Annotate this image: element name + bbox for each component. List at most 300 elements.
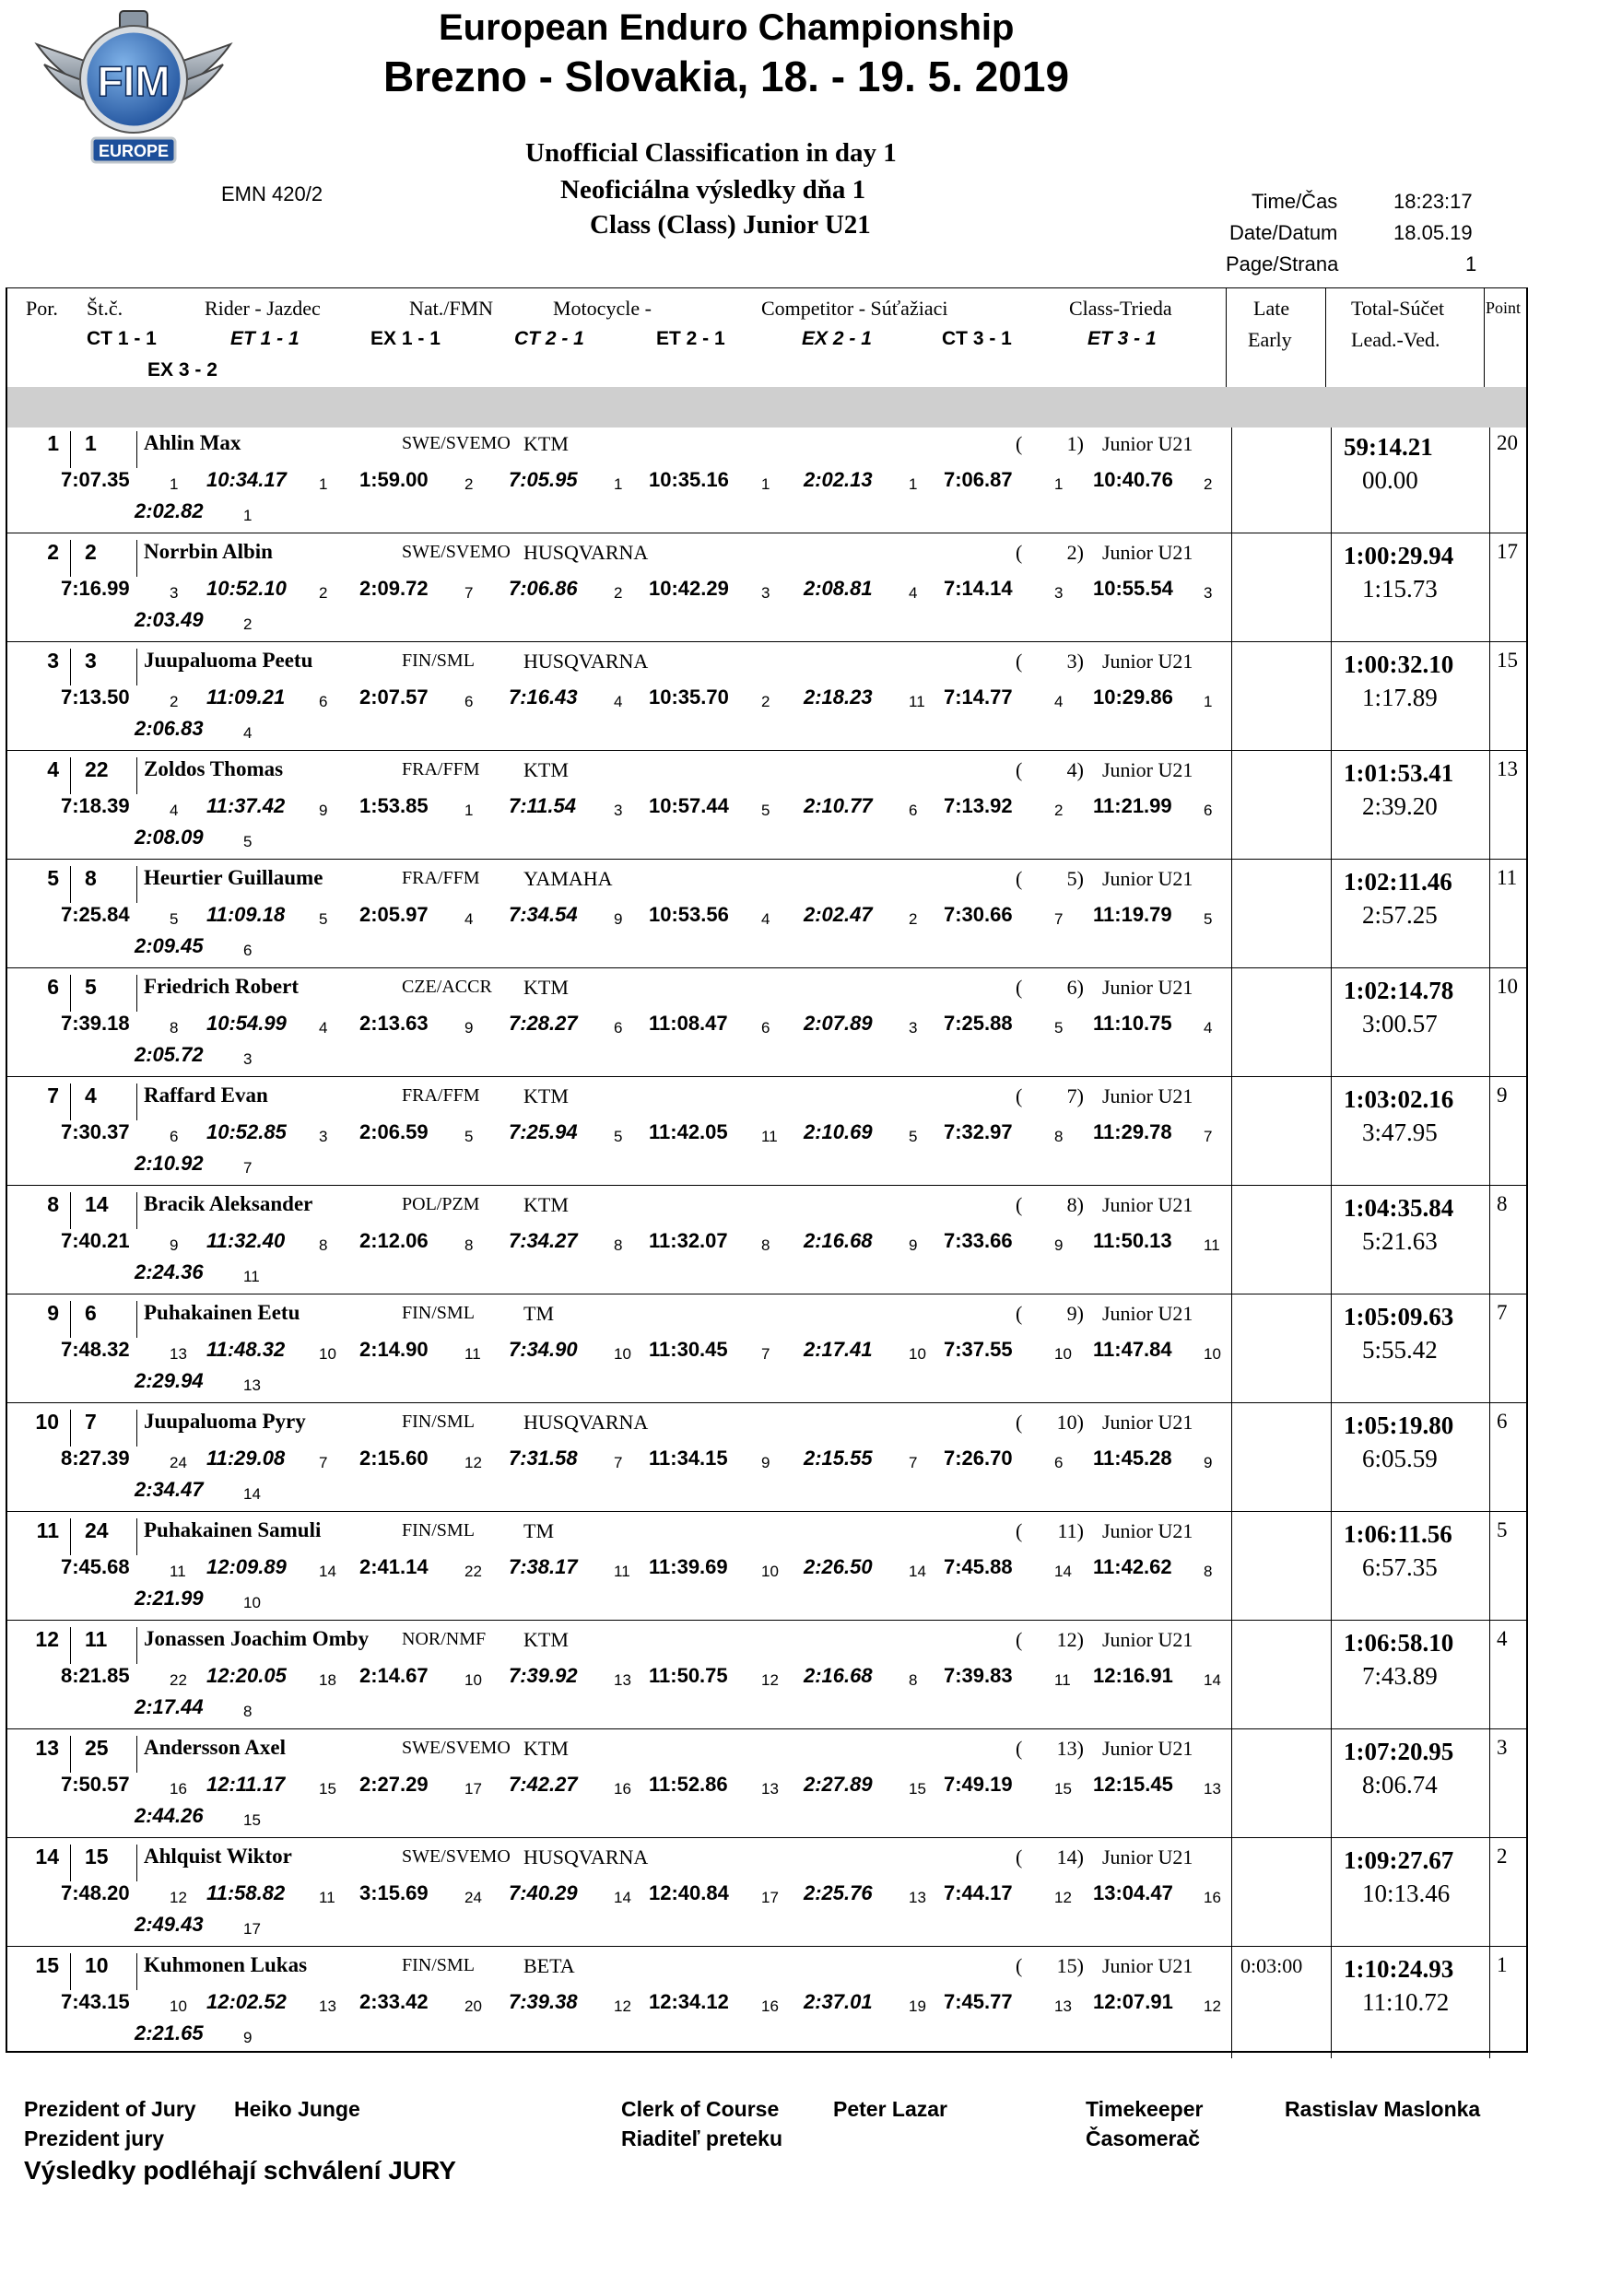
competitor-cell: 5) bbox=[1066, 867, 1084, 890]
rider-name-cell: Juupaluoma Peetu bbox=[144, 649, 313, 672]
table-row bbox=[6, 428, 1528, 536]
stage-rank-cell: 6 bbox=[614, 1019, 623, 1037]
col-ex11: EX 1 - 1 bbox=[370, 328, 441, 349]
competitor-paren: ( bbox=[1016, 976, 1023, 999]
total-time-cell: 1:07:20.95 bbox=[1344, 1738, 1454, 1765]
competitor-cell: 11) bbox=[1057, 1519, 1084, 1542]
motorcycle-cell: TM bbox=[523, 1519, 554, 1542]
competitor-paren: ( bbox=[1016, 1302, 1023, 1325]
stage-time-cell: 2:37.01 bbox=[804, 1990, 873, 2013]
stage-time-cell: 7:48.20 bbox=[61, 1881, 130, 1904]
stage-rank-cell: 9 bbox=[1204, 1454, 1213, 1471]
stage-time-cell: 10:55.54 bbox=[1093, 577, 1173, 600]
stage-rank-cell: 2 bbox=[464, 475, 474, 493]
stage-rank-cell: 15 bbox=[243, 1811, 261, 1829]
stage-rank-cell: 1 bbox=[1204, 693, 1213, 710]
stage-time-cell: 7:42.27 bbox=[509, 1773, 578, 1796]
class-cell: Junior U21 bbox=[1102, 1737, 1193, 1760]
competitor-paren: ( bbox=[1016, 432, 1023, 455]
stage-time-cell: 2:21.99 bbox=[135, 1587, 204, 1610]
total-time-cell: 1:06:58.10 bbox=[1344, 1629, 1454, 1657]
stage-time-cell: 2:02.82 bbox=[135, 499, 204, 522]
row-separator bbox=[6, 1076, 1528, 1077]
stage-rank-cell: 10 bbox=[614, 1345, 631, 1363]
cell-divider bbox=[136, 1410, 137, 1447]
competitor-cell: 7) bbox=[1066, 1084, 1084, 1107]
president-label: Prezident of Jury bbox=[24, 2097, 196, 2121]
stage-rank-cell: 13 bbox=[761, 1780, 779, 1798]
rider-name-cell: Puhakainen Eetu bbox=[144, 1301, 300, 1324]
cell-divider bbox=[1489, 971, 1490, 1080]
stage-time-cell: 7:07.35 bbox=[61, 468, 130, 491]
cell-divider bbox=[136, 1627, 137, 1664]
stage-time-cell: 11:29.08 bbox=[206, 1447, 286, 1470]
table-row bbox=[6, 754, 1528, 862]
stage-time-cell: 2:03.49 bbox=[135, 608, 204, 631]
points-cell: 20 bbox=[1497, 431, 1518, 454]
stage-rank-cell: 5 bbox=[761, 802, 770, 819]
nationality-cell: SWE/SVEMO bbox=[402, 433, 511, 453]
cell-divider bbox=[136, 431, 137, 468]
points-cell: 9 bbox=[1497, 1084, 1508, 1107]
stage-rank-cell: 17 bbox=[464, 1780, 482, 1798]
stage-time-cell: 2:44.26 bbox=[135, 1804, 204, 1827]
lead-gap-cell: 11:10.72 bbox=[1362, 1988, 1450, 2016]
stage-time-cell: 11:19.79 bbox=[1093, 903, 1172, 926]
competitor-cell: 13) bbox=[1056, 1737, 1084, 1760]
stage-time-cell: 12:40.84 bbox=[649, 1881, 729, 1904]
rider-name-cell: Juupaluoma Pyry bbox=[144, 1410, 306, 1433]
stage-rank-cell: 5 bbox=[170, 910, 179, 928]
stage-time-cell: 8:21.85 bbox=[61, 1664, 130, 1687]
stage-rank-cell: 18 bbox=[319, 1671, 336, 1689]
stage-rank-cell: 13 bbox=[319, 1997, 336, 2015]
stage-time-cell: 11:48.32 bbox=[206, 1338, 286, 1361]
stage-rank-cell: 7 bbox=[1204, 1128, 1213, 1145]
cell-divider bbox=[1231, 1515, 1232, 1623]
cell-divider bbox=[136, 1192, 137, 1229]
cell-divider bbox=[70, 757, 71, 794]
stage-time-cell: 2:07.57 bbox=[359, 685, 429, 709]
class-cell: Junior U21 bbox=[1102, 1193, 1193, 1216]
start-number-cell: 6 bbox=[85, 1301, 97, 1325]
points-cell: 3 bbox=[1497, 1736, 1508, 1759]
class-cell: Junior U21 bbox=[1102, 1411, 1193, 1434]
stage-time-cell: 7:48.32 bbox=[61, 1338, 130, 1361]
stage-time-cell: 2:07.89 bbox=[804, 1012, 873, 1035]
stage-time-cell: 10:35.70 bbox=[649, 685, 729, 709]
stage-rank-cell: 4 bbox=[464, 910, 474, 928]
cell-divider bbox=[136, 866, 137, 903]
cell-divider bbox=[136, 1518, 137, 1555]
stage-rank-cell: 12 bbox=[170, 1889, 187, 1906]
late-early-cell: 0:03:00 bbox=[1240, 1954, 1303, 1977]
stage-time-cell: 7:45.88 bbox=[944, 1555, 1013, 1578]
date-label: Date/Datum bbox=[1229, 221, 1338, 244]
stage-rank-cell: 24 bbox=[464, 1889, 482, 1906]
position-cell: 4 bbox=[47, 757, 59, 781]
stage-rank-cell: 2 bbox=[243, 615, 253, 633]
stage-rank-cell: 3 bbox=[761, 584, 770, 602]
stage-time-cell: 2:14.90 bbox=[359, 1338, 429, 1361]
points-cell: 13 bbox=[1497, 757, 1518, 780]
total-time-cell: 1:09:27.67 bbox=[1344, 1846, 1454, 1874]
stage-time-cell: 2:27.29 bbox=[359, 1773, 429, 1796]
row-separator bbox=[6, 1511, 1528, 1512]
points-cell: 15 bbox=[1497, 649, 1518, 672]
competitor-cell: 4) bbox=[1066, 758, 1084, 781]
stage-rank-cell: 6 bbox=[761, 1019, 770, 1037]
cell-divider bbox=[70, 1845, 71, 1881]
stage-rank-cell: 3 bbox=[170, 584, 179, 602]
stage-time-cell: 2:17.41 bbox=[804, 1338, 873, 1361]
class-cell: Junior U21 bbox=[1102, 1628, 1193, 1651]
position-cell: 13 bbox=[35, 1736, 59, 1760]
points-cell: 10 bbox=[1497, 975, 1518, 998]
class-cell: Junior U21 bbox=[1102, 867, 1193, 890]
class-cell: Junior U21 bbox=[1102, 1084, 1193, 1107]
stage-rank-cell: 6 bbox=[243, 942, 253, 959]
logo-europe-text: EUROPE bbox=[98, 142, 170, 160]
stage-rank-cell: 13 bbox=[614, 1671, 631, 1689]
stage-time-cell: 7:06.87 bbox=[944, 468, 1013, 491]
col-por: Por. bbox=[26, 297, 58, 320]
lead-gap-cell: 1:15.73 bbox=[1362, 575, 1438, 603]
table-row bbox=[6, 1297, 1528, 1406]
total-time-cell: 1:06:11.56 bbox=[1344, 1520, 1452, 1548]
competitor-paren: ( bbox=[1016, 1411, 1023, 1434]
stage-time-cell: 2:29.94 bbox=[135, 1369, 204, 1392]
stage-time-cell: 10:35.16 bbox=[649, 468, 729, 491]
total-time-cell: 1:04:35.84 bbox=[1344, 1194, 1454, 1222]
stage-rank-cell: 9 bbox=[170, 1236, 179, 1254]
stage-time-cell: 2:24.36 bbox=[135, 1260, 204, 1283]
cell-divider bbox=[70, 1192, 71, 1229]
col-ct21: CT 2 - 1 bbox=[514, 328, 584, 349]
stage-rank-cell: 3 bbox=[1054, 584, 1064, 602]
position-cell: 11 bbox=[36, 1518, 59, 1542]
stage-rank-cell: 9 bbox=[909, 1236, 918, 1254]
stage-rank-cell: 6 bbox=[909, 802, 918, 819]
stage-time-cell: 10:40.76 bbox=[1093, 468, 1173, 491]
row-separator bbox=[6, 967, 1528, 968]
stage-rank-cell: 3 bbox=[319, 1128, 328, 1145]
stage-rank-cell: 4 bbox=[1054, 693, 1064, 710]
stage-time-cell: 2:09.45 bbox=[135, 934, 204, 957]
points-cell: 8 bbox=[1497, 1192, 1508, 1215]
competitor-paren: ( bbox=[1016, 1954, 1023, 1977]
stage-time-cell: 2:10.69 bbox=[804, 1120, 873, 1143]
stage-time-cell: 11:58.82 bbox=[206, 1881, 286, 1904]
cell-divider bbox=[1331, 645, 1332, 754]
col-motocycle: Motocycle - bbox=[553, 297, 652, 320]
stage-time-cell: 7:18.39 bbox=[61, 794, 130, 817]
cell-divider bbox=[1231, 1297, 1232, 1406]
stage-time-cell: 11:45.28 bbox=[1093, 1447, 1172, 1470]
stage-rank-cell: 13 bbox=[243, 1376, 261, 1394]
cell-divider bbox=[136, 649, 137, 685]
lead-gap-cell: 6:57.35 bbox=[1362, 1553, 1438, 1581]
stage-time-cell: 10:53.56 bbox=[649, 903, 729, 926]
competitor-cell: 1) bbox=[1066, 432, 1084, 455]
cell-divider bbox=[1489, 1841, 1490, 1950]
stage-rank-cell: 9 bbox=[1054, 1236, 1064, 1254]
stage-rank-cell: 12 bbox=[761, 1671, 779, 1689]
stage-time-cell: 7:34.27 bbox=[509, 1229, 578, 1252]
competitor-cell: 10) bbox=[1056, 1411, 1084, 1434]
cell-divider bbox=[136, 1953, 137, 1990]
motorcycle-cell: TM bbox=[523, 1302, 554, 1325]
rider-name-cell: Raffard Evan bbox=[144, 1084, 268, 1107]
table-row bbox=[6, 536, 1528, 645]
stage-time-cell: 11:34.15 bbox=[649, 1447, 728, 1470]
cell-divider bbox=[1489, 645, 1490, 754]
stage-rank-cell: 5 bbox=[464, 1128, 474, 1145]
cell-divider bbox=[1331, 1950, 1332, 2058]
approval-note: Výsledky podléhají schválení JURY bbox=[24, 2156, 456, 2185]
motorcycle-cell: KTM bbox=[523, 758, 569, 781]
lead-gap-cell: 2:57.25 bbox=[1362, 901, 1438, 929]
class-cell: Junior U21 bbox=[1102, 1954, 1193, 1977]
stage-rank-cell: 14 bbox=[1204, 1671, 1221, 1689]
table-row bbox=[6, 1623, 1528, 1732]
stage-rank-cell: 14 bbox=[1054, 1563, 1072, 1580]
stage-rank-cell: 8 bbox=[1054, 1128, 1064, 1145]
cell-divider bbox=[1489, 1189, 1490, 1297]
stage-time-cell: 2:02.13 bbox=[804, 468, 873, 491]
total-time-cell: 1:02:11.46 bbox=[1344, 868, 1452, 896]
stage-rank-cell: 13 bbox=[909, 1889, 926, 1906]
cell-divider bbox=[136, 540, 137, 577]
stage-rank-cell: 11 bbox=[243, 1268, 260, 1285]
cell-divider bbox=[70, 1627, 71, 1664]
start-number-cell: 22 bbox=[85, 757, 109, 781]
stage-time-cell: 2:14.67 bbox=[359, 1664, 429, 1687]
motorcycle-cell: YAMAHA bbox=[523, 867, 613, 890]
table-row bbox=[6, 645, 1528, 754]
stage-rank-cell: 4 bbox=[909, 584, 918, 602]
class-cell: Junior U21 bbox=[1102, 758, 1193, 781]
competitor-cell: 14) bbox=[1056, 1845, 1084, 1868]
stage-rank-cell: 12 bbox=[1054, 1889, 1072, 1906]
cell-divider bbox=[1331, 1515, 1332, 1623]
stage-time-cell: 2:10.77 bbox=[804, 794, 873, 817]
competitor-cell: 9) bbox=[1066, 1302, 1084, 1325]
total-time-cell: 1:05:09.63 bbox=[1344, 1303, 1454, 1330]
stage-time-cell: 2:49.43 bbox=[135, 1913, 204, 1936]
stage-rank-cell: 6 bbox=[1054, 1454, 1064, 1471]
stage-rank-cell: 4 bbox=[243, 724, 253, 742]
stage-rank-cell: 15 bbox=[1054, 1780, 1072, 1798]
stage-time-cell: 2:06.59 bbox=[359, 1120, 429, 1143]
stage-time-cell: 7:11.54 bbox=[509, 794, 576, 817]
stage-time-cell: 7:40.21 bbox=[61, 1229, 130, 1252]
row-separator bbox=[6, 1837, 1528, 1838]
stage-time-cell: 2:13.63 bbox=[359, 1012, 429, 1035]
stage-rank-cell: 6 bbox=[170, 1128, 179, 1145]
row-separator bbox=[6, 1620, 1528, 1621]
cell-divider bbox=[1331, 1841, 1332, 1950]
competitor-paren: ( bbox=[1016, 1084, 1023, 1107]
stage-time-cell: 2:10.92 bbox=[135, 1152, 204, 1175]
stage-time-cell: 11:10.75 bbox=[1093, 1012, 1172, 1035]
stage-rank-cell: 7 bbox=[243, 1159, 253, 1177]
table-row bbox=[6, 1841, 1528, 1950]
lead-gap-cell: 1:17.89 bbox=[1362, 684, 1438, 711]
competitor-paren: ( bbox=[1016, 1845, 1023, 1868]
cell-divider bbox=[1489, 536, 1490, 645]
motorcycle-cell: HUSQVARNA bbox=[523, 1411, 649, 1434]
stage-rank-cell: 10 bbox=[170, 1997, 187, 2015]
cell-divider bbox=[136, 975, 137, 1012]
start-number-cell: 24 bbox=[85, 1518, 109, 1542]
time-value: 18:23:17 bbox=[1393, 190, 1473, 213]
stage-time-cell: 7:16.99 bbox=[61, 577, 130, 600]
stage-rank-cell: 22 bbox=[464, 1563, 482, 1580]
nationality-cell: CZE/ACCR bbox=[402, 977, 492, 997]
stage-time-cell: 12:34.12 bbox=[649, 1990, 729, 2013]
stage-rank-cell: 4 bbox=[319, 1019, 328, 1037]
lead-gap-cell: 2:39.20 bbox=[1362, 792, 1438, 820]
cell-divider bbox=[1231, 1841, 1232, 1950]
stage-time-cell: 7:50.57 bbox=[61, 1773, 130, 1796]
cell-divider bbox=[1231, 1732, 1232, 1841]
stage-rank-cell: 9 bbox=[243, 2029, 253, 2046]
points-cell: 5 bbox=[1497, 1518, 1508, 1541]
stage-rank-cell: 2 bbox=[319, 584, 328, 602]
stage-time-cell: 7:14.14 bbox=[944, 577, 1013, 600]
stage-rank-cell: 13 bbox=[170, 1345, 187, 1363]
row-separator bbox=[6, 859, 1528, 860]
stage-time-cell: 10:54.99 bbox=[206, 1012, 287, 1035]
stage-rank-cell: 11 bbox=[614, 1563, 630, 1580]
position-cell: 15 bbox=[35, 1953, 59, 1977]
stage-time-cell: 12:11.17 bbox=[206, 1773, 286, 1796]
logo-fim-text: FIM bbox=[97, 57, 170, 105]
stage-rank-cell: 11 bbox=[170, 1563, 186, 1580]
stage-rank-cell: 8 bbox=[464, 1236, 474, 1254]
stage-rank-cell: 1 bbox=[761, 475, 770, 493]
stage-rank-cell: 15 bbox=[909, 1780, 926, 1798]
col-et11: ET 1 - 1 bbox=[230, 328, 300, 349]
cell-divider bbox=[1331, 428, 1332, 536]
rider-name-cell: Ahlquist Wiktor bbox=[144, 1845, 292, 1868]
table-row bbox=[6, 1189, 1528, 1297]
table-row bbox=[6, 1406, 1528, 1515]
stage-time-cell: 11:09.18 bbox=[206, 903, 286, 926]
stage-time-cell: 11:08.47 bbox=[649, 1012, 728, 1035]
cell-divider bbox=[70, 1736, 71, 1773]
stage-time-cell: 13:04.47 bbox=[1093, 1881, 1173, 1904]
nationality-cell: FIN/SML bbox=[402, 1303, 475, 1323]
cell-divider bbox=[1489, 754, 1490, 862]
stage-time-cell: 7:39.83 bbox=[944, 1664, 1013, 1687]
position-cell: 10 bbox=[35, 1410, 59, 1434]
stage-time-cell: 7:25.84 bbox=[61, 903, 130, 926]
stage-rank-cell: 7 bbox=[909, 1454, 918, 1471]
stage-time-cell: 7:34.90 bbox=[509, 1338, 578, 1361]
stage-rank-cell: 10 bbox=[243, 1594, 261, 1611]
stage-rank-cell: 1 bbox=[464, 802, 474, 819]
stage-rank-cell: 4 bbox=[170, 802, 179, 819]
nationality-cell: SWE/SVEMO bbox=[402, 542, 511, 562]
stage-time-cell: 2:26.50 bbox=[804, 1555, 873, 1578]
stage-rank-cell: 14 bbox=[243, 1485, 261, 1503]
cell-divider bbox=[70, 1084, 71, 1120]
nationality-cell: FIN/SML bbox=[402, 650, 475, 671]
stage-rank-cell: 16 bbox=[761, 1997, 779, 2015]
cell-divider bbox=[1489, 1297, 1490, 1406]
stage-rank-cell: 3 bbox=[909, 1019, 918, 1037]
total-time-cell: 1:10:24.93 bbox=[1344, 1955, 1454, 1983]
stage-time-cell: 10:42.29 bbox=[649, 577, 729, 600]
stage-rank-cell: 14 bbox=[319, 1563, 336, 1580]
stage-time-cell: 2:27.89 bbox=[804, 1773, 873, 1796]
title-classification: Unofficial Classification in day 1 bbox=[525, 138, 897, 168]
nationality-cell: FRA/FFM bbox=[402, 759, 480, 779]
nationality-cell: POL/PZM bbox=[402, 1194, 480, 1214]
total-time-cell: 59:14.21 bbox=[1344, 433, 1433, 461]
title-class: Class (Class) Junior U21 bbox=[590, 210, 871, 240]
stage-rank-cell: 7 bbox=[761, 1345, 770, 1363]
stage-time-cell: 2:25.76 bbox=[804, 1881, 873, 1904]
cell-divider bbox=[70, 1953, 71, 1990]
stage-rank-cell: 2 bbox=[1204, 475, 1213, 493]
stage-time-cell: 7:33.66 bbox=[944, 1229, 1013, 1252]
col-nat: Nat./FMN bbox=[409, 297, 494, 320]
cell-divider bbox=[136, 1084, 137, 1120]
points-cell: 11 bbox=[1497, 866, 1518, 889]
cell-divider bbox=[70, 1410, 71, 1447]
stage-rank-cell: 12 bbox=[464, 1454, 482, 1471]
cell-divider bbox=[1489, 1406, 1490, 1515]
cell-divider bbox=[70, 431, 71, 468]
stage-time-cell: 12:07.91 bbox=[1093, 1990, 1173, 2013]
stage-time-cell: 7:40.29 bbox=[509, 1881, 578, 1904]
stage-time-cell: 10:52.10 bbox=[206, 577, 287, 600]
class-cell: Junior U21 bbox=[1102, 541, 1193, 564]
stage-rank-cell: 2 bbox=[614, 584, 623, 602]
stage-rank-cell: 9 bbox=[464, 1019, 474, 1037]
lead-gap-cell: 3:47.95 bbox=[1362, 1119, 1438, 1146]
stage-rank-cell: 10 bbox=[319, 1345, 336, 1363]
start-number-cell: 11 bbox=[85, 1627, 108, 1651]
stage-time-cell: 11:42.05 bbox=[649, 1120, 728, 1143]
stage-time-cell: 2:05.97 bbox=[359, 903, 429, 926]
table-row bbox=[6, 971, 1528, 1080]
cell-divider bbox=[70, 866, 71, 903]
cell-divider bbox=[136, 1845, 137, 1881]
president-label-sk: Prezident jury bbox=[24, 2126, 165, 2150]
position-cell: 1 bbox=[47, 431, 59, 455]
cell-divider bbox=[1231, 1950, 1232, 2058]
start-number-cell: 8 bbox=[85, 866, 97, 890]
stage-rank-cell: 5 bbox=[319, 910, 328, 928]
stage-time-cell: 7:13.50 bbox=[61, 685, 130, 709]
rider-name-cell: Heurtier Guillaume bbox=[144, 866, 323, 889]
lead-gap-cell: 5:55.42 bbox=[1362, 1336, 1438, 1364]
stage-time-cell: 10:57.44 bbox=[649, 794, 729, 817]
lead-gap-cell: 5:21.63 bbox=[1362, 1227, 1438, 1255]
cell-divider bbox=[1331, 1297, 1332, 1406]
competitor-cell: 2) bbox=[1066, 541, 1084, 564]
stage-time-cell: 7:05.95 bbox=[509, 468, 578, 491]
rider-name-cell: Friedrich Robert bbox=[144, 975, 299, 998]
col-ct31: CT 3 - 1 bbox=[942, 328, 1012, 349]
stage-time-cell: 11:39.69 bbox=[649, 1555, 728, 1578]
timekeeper-label-sk: Časomerač bbox=[1086, 2126, 1201, 2150]
stage-rank-cell: 1 bbox=[1054, 475, 1064, 493]
